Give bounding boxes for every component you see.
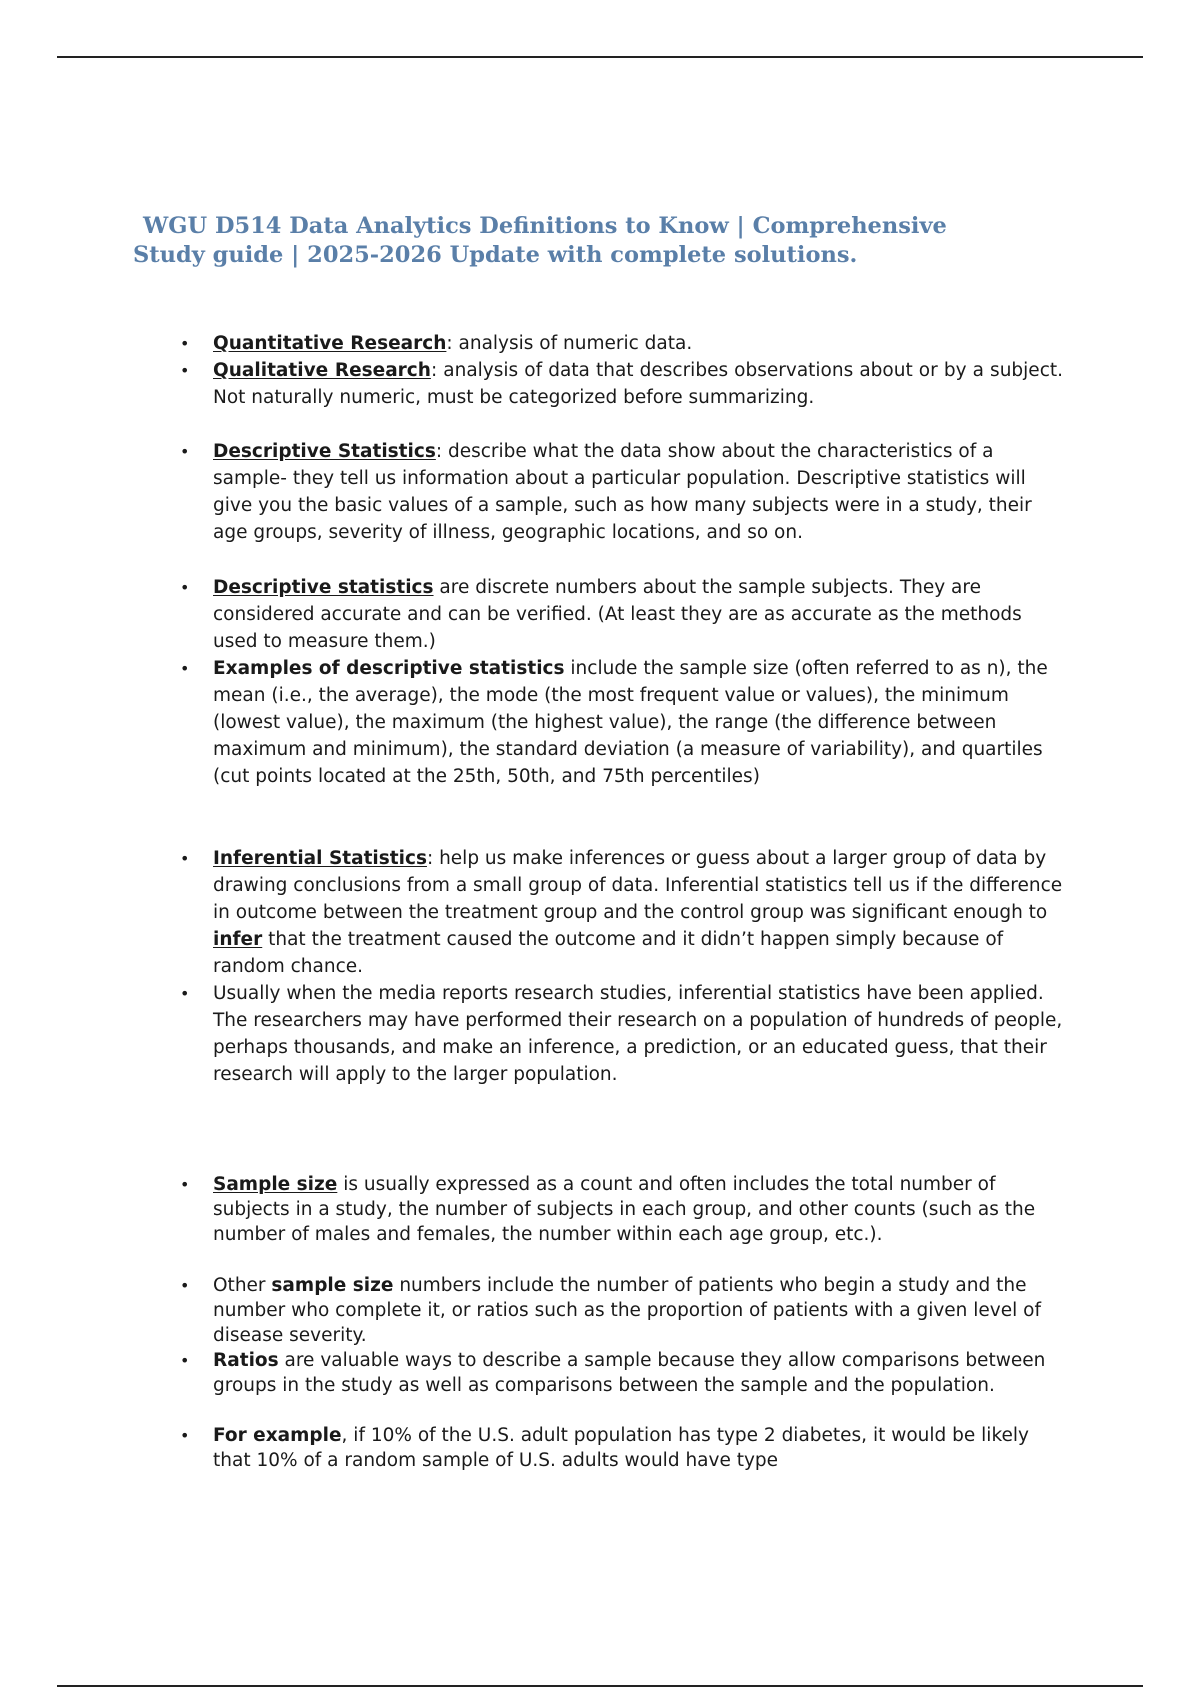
- definition-text: that the treatment caused the outcome and it didn’t happen simply because of random chance.: [213, 929, 1004, 977]
- list-item: [213, 980, 1063, 1088]
- list-item: [213, 1348, 1063, 1398]
- term: Descriptive Statistics: [213, 441, 436, 462]
- list-item: [213, 1423, 1063, 1473]
- term: For example: [213, 1425, 342, 1446]
- term: Ratios: [213, 1350, 279, 1371]
- term: Sample size: [213, 1174, 338, 1195]
- definition-text: are valuable ways to describe a sample because they allow comparisons between groups in the study as well as comparisons between the sample and the population.: [213, 1350, 1046, 1396]
- list-item: [213, 574, 1063, 655]
- definition-text: : analysis of numeric data.: [446, 333, 693, 354]
- term: Inferential Statistics: [213, 848, 427, 869]
- term: Qualitative Research: [213, 360, 431, 381]
- list-item: [213, 357, 1063, 411]
- definition-text: Usually when the media reports research studies, inferential statistics have been applied. The researchers may have performed their research on a population of hundreds of people, perhaps thousands, and make an inference, a prediction, or an educated guess, that their research will apply to the larger population.: [213, 983, 1063, 1085]
- document-title: [133, 212, 1043, 270]
- header-rule: [57, 56, 1143, 58]
- list-item: [213, 845, 1063, 980]
- definition-text: , if 10% of the U.S. adult population has type 2 diabetes, it would be likely that 10% of a random sample of U.S. adults would have type: [213, 1425, 1029, 1471]
- title-line-1: WGU D514 Data Analytics Definitions to Know | Comprehensive: [143, 213, 947, 239]
- list-item: [213, 655, 1063, 790]
- definition-text: is usually expressed as a count and often includes the total number of subjects in a study, the number of subjects in each group, and other counts (such as the number of males and females, the number within each age group, etc.).: [213, 1174, 1036, 1245]
- term: Quantitative Research: [213, 333, 447, 354]
- list-item: [213, 330, 1063, 357]
- definition-text: are discrete numbers about the sample subjects. They are considered accurate and can be verified. (At least they are as accurate as the methods used to measure them.): [213, 577, 1022, 652]
- list-item: [213, 438, 1063, 546]
- list-item: [213, 1273, 1063, 1348]
- term: sample size: [271, 1275, 394, 1296]
- footer-rule: [57, 1685, 1143, 1687]
- title-line-2: Study guide | 2025-2026 Update with complete solutions.: [133, 242, 858, 268]
- term: Descriptive statistics: [213, 577, 434, 598]
- definition-text: numbers include the number of patients who begin a study and the number who complete it, or ratios such as the proportion of patients with a given level of disease severity.: [213, 1275, 1041, 1346]
- definition-text: : help us make inferences or guess about a larger group of data by drawing conclusions from a small group of data. Inferential statistics tell us if the difference in outcome between the treatment group and the control group was significant enough to: [213, 848, 1063, 923]
- list-item: [213, 1172, 1063, 1247]
- definition-text: : describe what the data show about the characteristics of a sample- they tell us information about a particular population. Descriptive statistics will give you the basic values of a sample, such as how many subjects were in a study, their age groups, severity of illness, geographic locations, and so on.: [213, 441, 1032, 543]
- definition-text: include the sample size (often referred to as n), the mean (i.e., the average), the mode (the most frequent value or values), the minimum (lowest value), the maximum (the highest value), the range (the difference between maximum and minimum), the standard deviation (a measure of variability), and quartiles (cut points located at the 25th, 50th, and 75th percentiles): [213, 658, 1048, 787]
- emphasis-infer: infer: [213, 929, 263, 950]
- term: Examples of descriptive statistics: [213, 658, 565, 679]
- definition-prefix: Other: [213, 1275, 272, 1296]
- definition-text: : analysis of data that describes observations about or by a subject. Not naturally numeric, must be categorized before summarizing.: [213, 360, 1063, 408]
